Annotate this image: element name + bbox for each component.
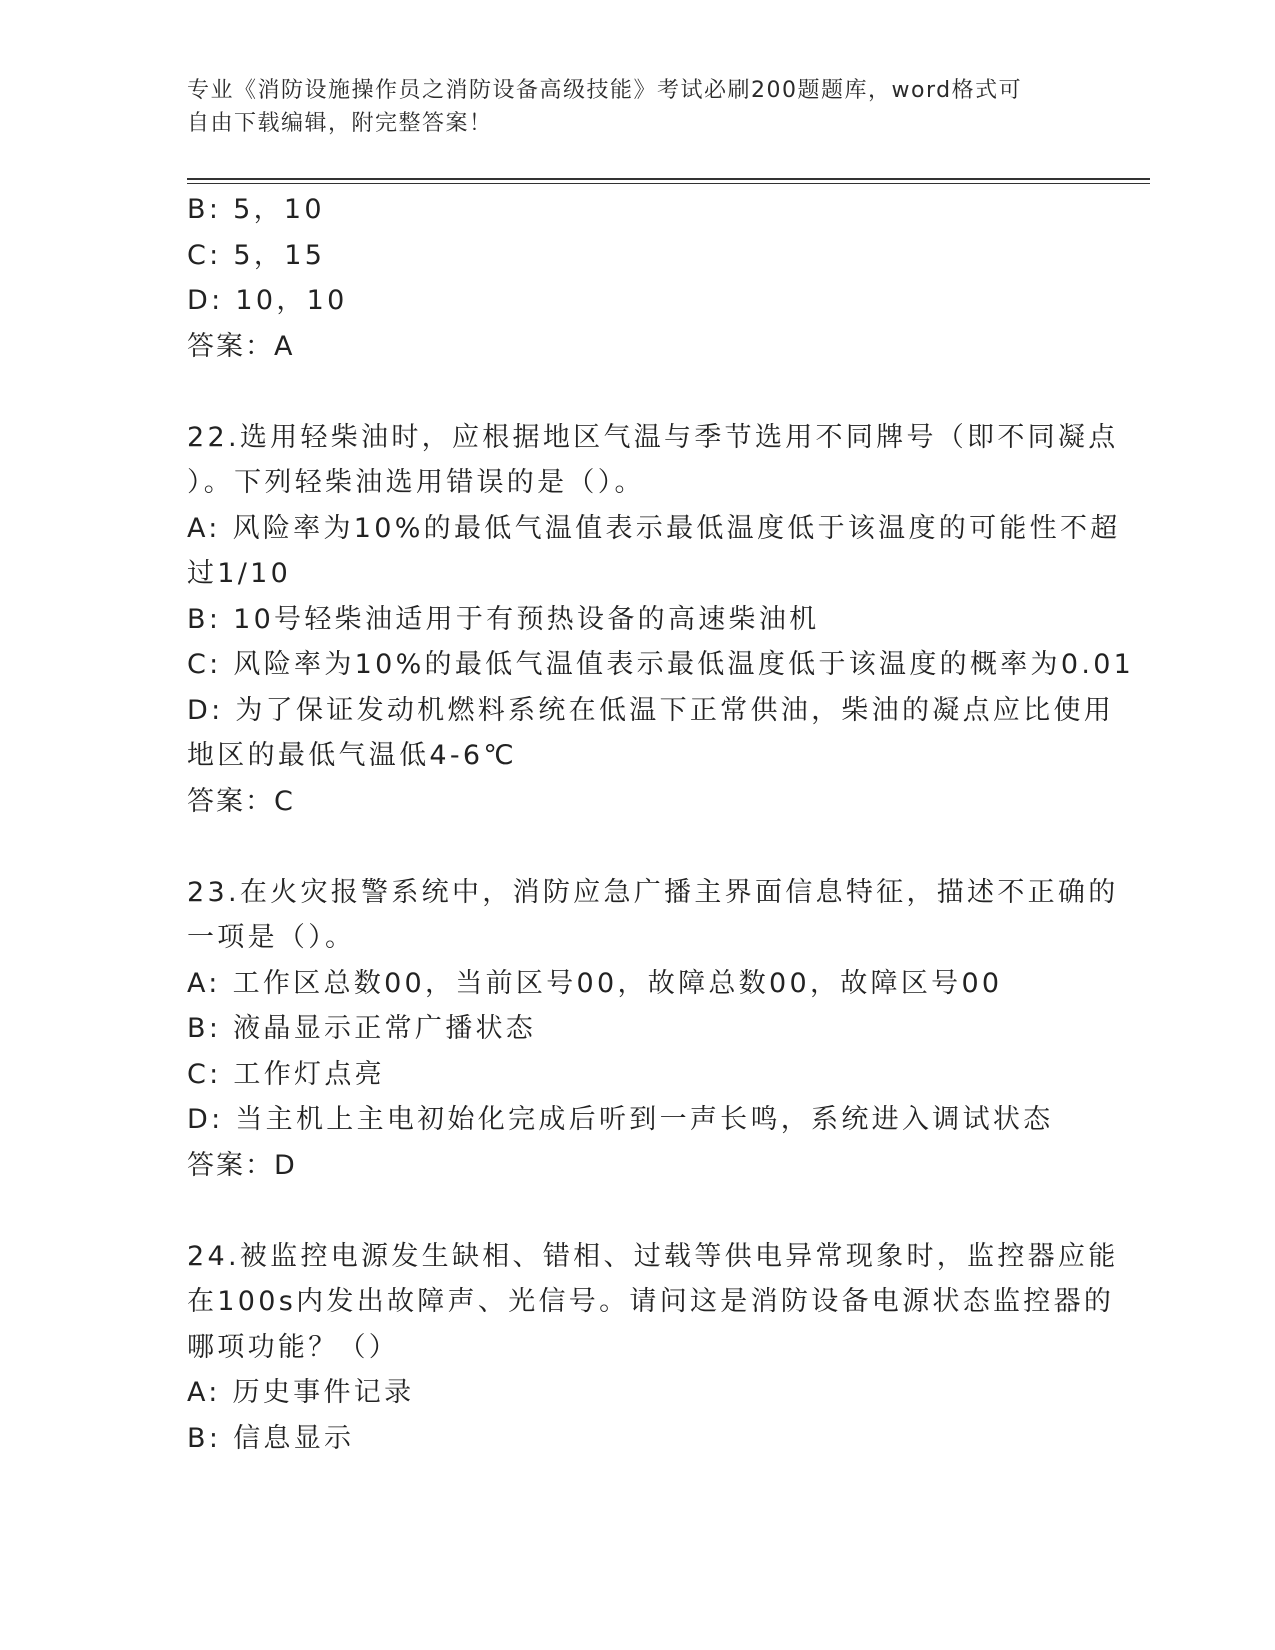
option-c: C: 工作灯点亮 [187,1058,385,1090]
question-stem-line: ）。下列轻柴油选用错误的是（）。 [187,467,645,498]
option-d-continued: 地区的最低气温低4-6℃ [187,740,518,771]
question-22 [187,415,1135,825]
header-title-line-2: 自由下载编辑，附完整答案！ [187,111,493,136]
question-stem-line: 一项是（）。 [187,922,356,953]
option-a-continued: 过1/10 [187,558,292,589]
question-23 [187,870,1119,1189]
question-stem-line: 在100s内发出故障声、光信号。请问这是消防设备电源状态监控器的 [187,1286,1115,1317]
option-d: D: 10，10 [187,285,348,316]
option-c: C: 风险率为10%的最低气温值表示最低温度低于该温度的概率为0.01 [187,649,1135,680]
spacer [187,824,1087,870]
header-divider-thick [187,178,1150,180]
answer-line: 答案：D [187,1149,297,1181]
option-d: D: 当主机上主电初始化完成后听到一声长鸣，系统进入调试状态 [187,1104,1054,1135]
option-c: C: 5，15 [187,239,326,271]
option-a: A: 风险率为10%的最低气温值表示最低温度低于该温度的可能性不超 [187,512,1121,544]
option-b: B: 5，10 [187,194,325,225]
question-21-tail [187,187,1087,369]
option-b: B: 信息显示 [187,1422,355,1454]
document-header [187,74,1067,140]
answer-line: 答案：C [187,785,295,817]
question-stem-line: 哪项功能？（） [187,1331,400,1363]
option-a: A: 工作区总数00，当前区号00，故障总数00，故障区号00 [187,967,1003,999]
question-stem-line: 23.在火灾报警系统中，消防应急广播主界面信息特征，描述不正确的 [187,876,1119,908]
spacer [187,1188,1087,1234]
option-d: D: 为了保证发动机燃料系统在低温下正常供油，柴油的凝点应比使用 [187,694,1115,726]
option-a: A: 历史事件记录 [187,1377,415,1408]
header-title-line-1: 专业《消防设施操作员之消防设备高级技能》考试必刷200题题库，word格式可 [187,78,1023,103]
option-b: B: 10号轻柴油适用于有预热设备的高速柴油机 [187,603,820,635]
answer-line: 答案：A [187,330,295,362]
question-24 [187,1234,1119,1462]
header-divider-thin [187,183,1150,184]
spacer [187,369,1087,415]
question-stem-line: 24.被监控电源发生缺相、错相、过载等供电异常现象时，监控器应能 [187,1240,1119,1272]
option-b: B: 液晶显示正常广播状态 [187,1013,537,1044]
document-body [187,187,1135,1461]
question-stem-line: 22.选用轻柴油时，应根据地区气温与季节选用不同牌号（即不同凝点 [187,421,1119,453]
